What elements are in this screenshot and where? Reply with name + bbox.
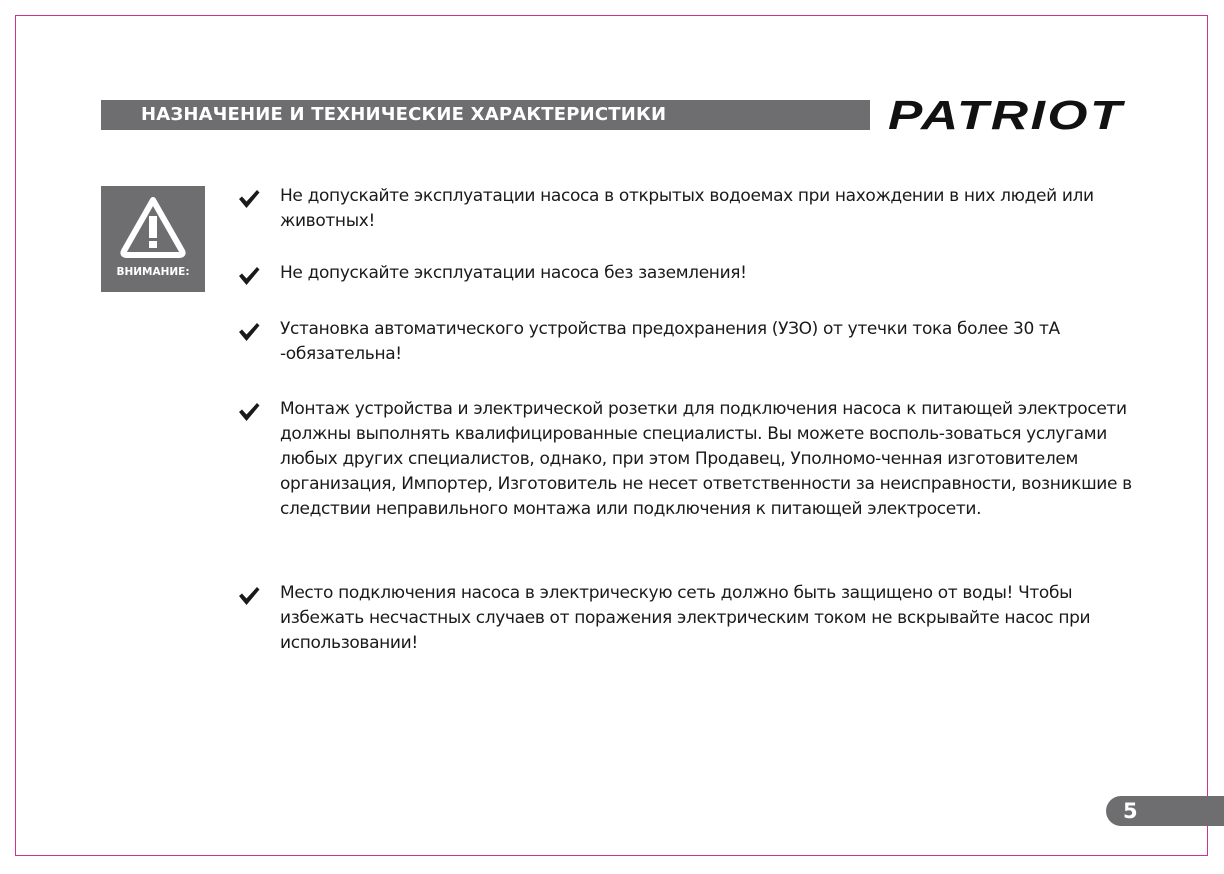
page-number-tab	[1106, 796, 1224, 826]
page-number: 5	[1123, 799, 1138, 823]
list-item-text: Не допускайте эксплуатации насоса в открытых водоемах при нахождении в них людей или животных!	[280, 186, 1094, 231]
list-item-text: Не допускайте эксплуатации насоса без заземления!	[280, 263, 747, 283]
checkmark-icon	[238, 266, 260, 286]
checkmark-icon	[238, 402, 260, 422]
checkmark-icon	[238, 322, 260, 342]
checkmark-icon	[238, 586, 260, 606]
list-item-text: Монтаж устройства и электрической розетки для подключения насоса к питающей электросети должны выполнять квалифицированные специалисты. Вы можете восполь-зоваться услугами любых других специалистов, однако, при этом Продавец, Уполномо-ченная изготовителем организация, Импортер, Изготовитель не несет ответственности за неисправности, возникшие в следствии неправильного монтажа или подключения к питающей электросети.	[280, 399, 1132, 519]
list-item-text: Место подключения насоса в электрическую сеть должно быть защищено от воды! Чтобы избежать несчастных случаев от поражения электрическим током не вскрывайте насос при использовании!	[280, 583, 1091, 653]
warning-triangle-icon	[118, 194, 188, 260]
section-header-bar	[101, 100, 870, 130]
warning-label: ВНИМАНИЕ:	[116, 266, 190, 278]
logo-wordmark: PATRIOT	[888, 95, 1126, 135]
list-item-text: Установка автоматического устройства предохранения (УЗО) от утечки тока более 30 тА -обязательна!	[280, 319, 1060, 364]
section-title: НАЗНАЧЕНИЕ И ТЕХНИЧЕСКИЕ ХАРАКТЕРИСТИКИ	[141, 104, 667, 125]
warning-badge	[101, 186, 205, 292]
checkmark-icon	[238, 189, 260, 209]
patriot-logo	[884, 95, 1128, 135]
